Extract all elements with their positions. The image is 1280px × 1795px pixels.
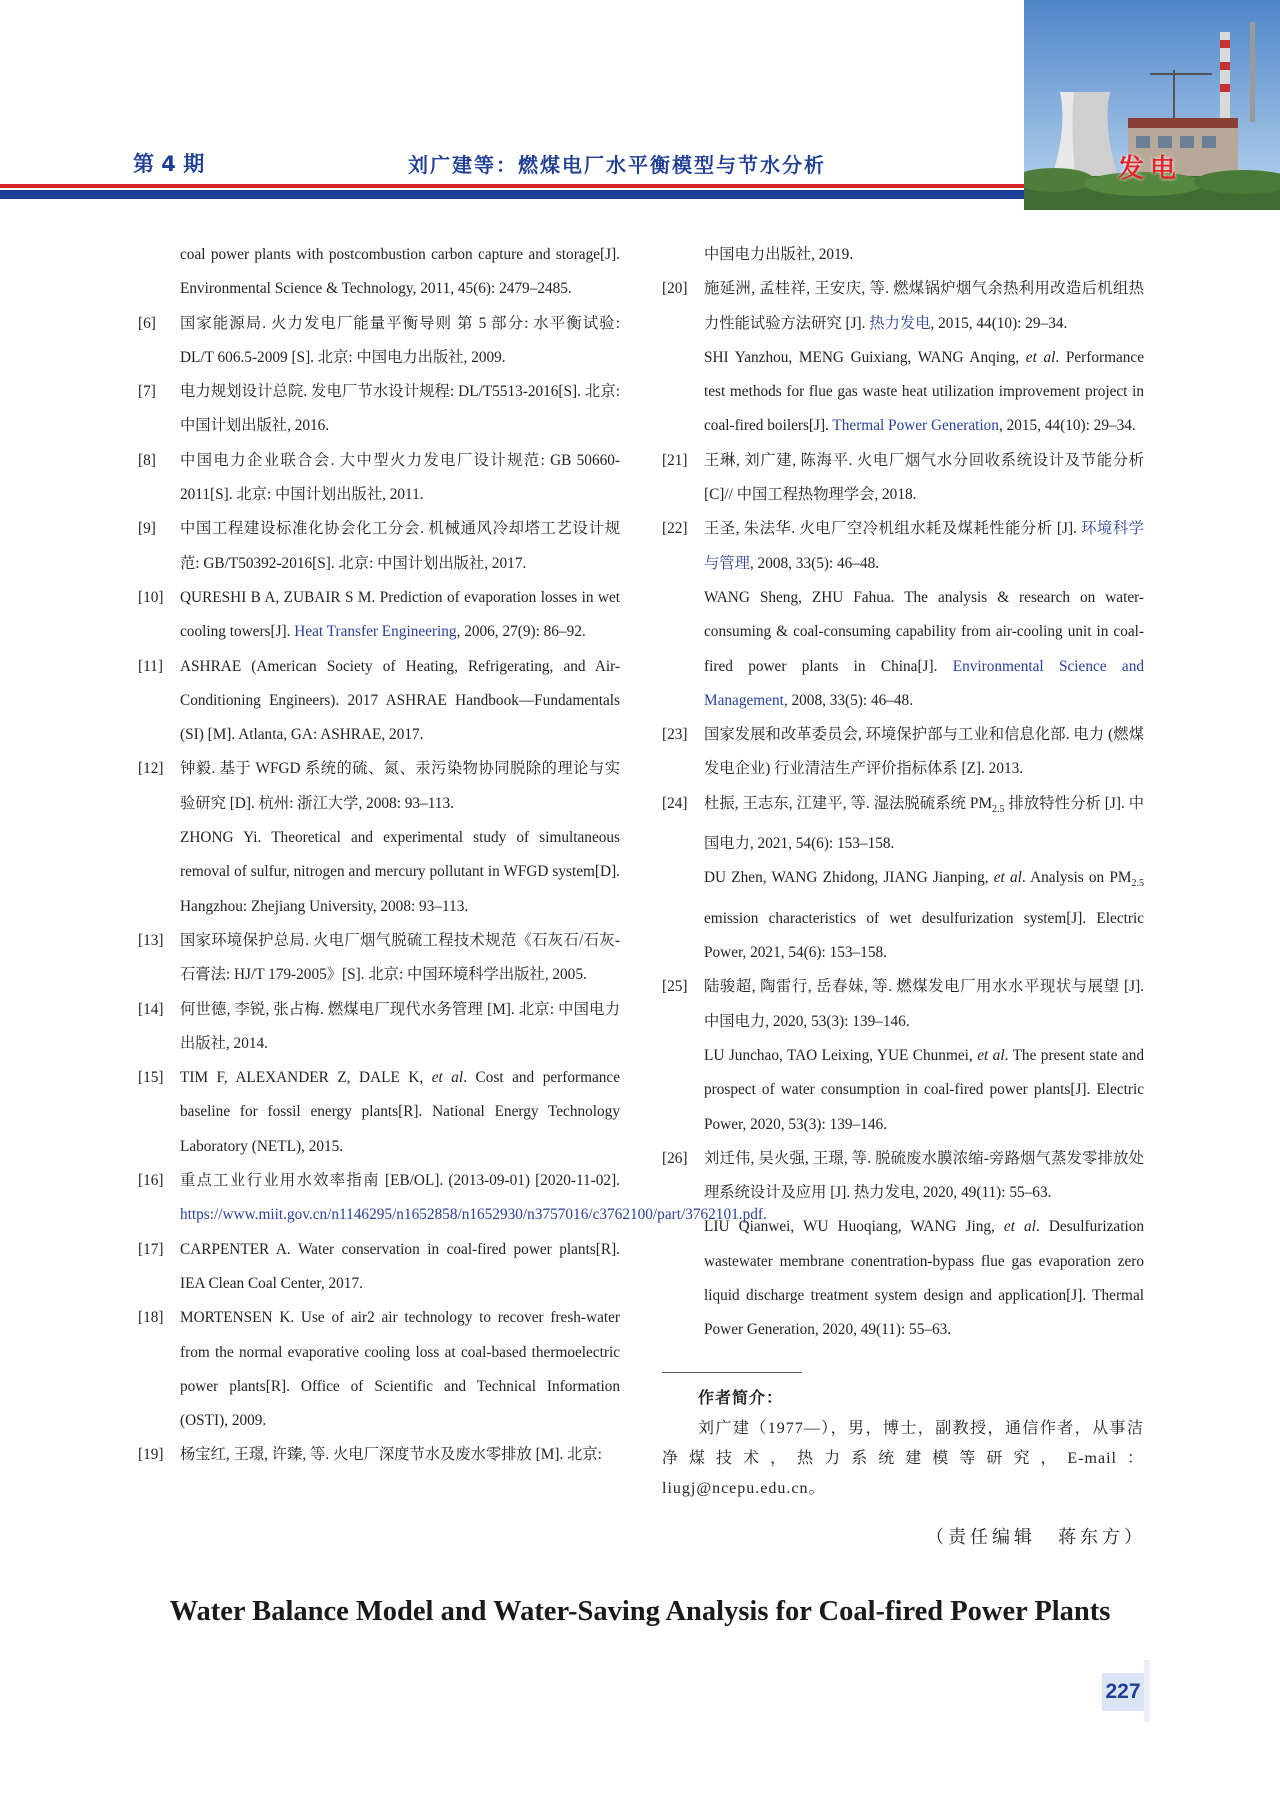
reference-text: 施延洲, 孟桂祥, 王安庆, 等. 燃煤锅炉烟气余热利用改造后机组热力性能试验方法研究 [J]. <box>704 280 1144 332</box>
reference-entry <box>138 581 620 650</box>
reference-text: et al <box>431 1069 464 1087</box>
running-title: 刘广建等：燃煤电厂水平衡模型与节水分析 <box>408 153 826 177</box>
reference-number: [24] <box>662 794 688 812</box>
reference-number: [14] <box>138 1000 164 1018</box>
reference-number: [10] <box>138 588 164 606</box>
reference-text: . Analysis on PM <box>1021 869 1132 887</box>
references-right-column <box>662 238 1144 1348</box>
reference-number: [7] <box>138 383 156 401</box>
header-blue-rule <box>0 190 1024 199</box>
reference-text: ASHRAE (American Society of Heating, Refrigerating, and Air-Conditioning Engineers). 2017 ASHRAE Handbook—Fundamentals (SI) [M]. Atlanta, GA: ASHRAE, 2017. <box>180 657 620 744</box>
reference-link[interactable]: 热力发电 <box>869 314 931 332</box>
english-title: Water Balance Model and Water-Saving Analysis for Coal-fired Power Plants <box>169 1596 1111 1627</box>
reference-text: 电力规划设计总院. 发电厂节水设计规程: DL/T5513-2016[S]. 北京: 中国计划出版社, 2016. <box>180 383 620 435</box>
reference-entry <box>662 787 1144 862</box>
reference-link[interactable]: Thermal Power Generation <box>832 417 999 435</box>
issue-label: 第 4 期 <box>133 152 205 176</box>
reference-text: . Performance test methods for flue gas waste heat utilization improvement project in coal-fired boilers[J]. <box>704 348 1144 435</box>
reference-entry <box>138 650 620 753</box>
reference-text: 杨宝红, 王璟, 许臻, 等. 火电厂深度节水及废水零排放 [M]. 北京: <box>180 1446 602 1464</box>
reference-link[interactable]: https://www.miit.gov.cn/n1146295/n1652858/n1652930/n3757016/c3762100/part/3762101.pdf. <box>180 1206 767 1224</box>
reference-text: CARPENTER A. Water conservation in coal-fired power plants[R]. IEA Clean Coal Center, 2017. <box>180 1240 620 1292</box>
reference-number: [22] <box>662 520 688 538</box>
reference-entry <box>662 444 1144 513</box>
reference-entry <box>138 924 620 993</box>
reference-text: , 2008, 33(5): 46–48. <box>783 691 914 709</box>
reference-link[interactable]: 环境科学与管理 <box>704 520 1144 572</box>
page-number: 227 <box>1102 1673 1144 1711</box>
reference-number: [12] <box>138 760 164 778</box>
reference-entry <box>138 1233 620 1302</box>
page-header <box>0 0 1280 210</box>
reference-text: SHI Yanzhou, MENG Guixiang, WANG Anqing, <box>704 348 1026 366</box>
reference-text: LU Junchao, TAO Leixing, YUE Chunmei, <box>704 1046 978 1064</box>
reference-entry <box>138 375 620 444</box>
reference-text: 陆骏超, 陶雷行, 岳春妹, 等. 燃煤发电厂用水水平现状与展望 [J]. 中国电力, 2020, 53(3): 139–146. <box>704 978 1144 1030</box>
reference-number: [11] <box>138 657 163 675</box>
reference-text: 国家发展和改革委员会, 环境保护部与工业和信息化部. 电力 (燃煤发电企业) 行业清洁生产评价指标体系 [Z]. 2013. <box>704 726 1144 778</box>
reference-text: 中国电力出版社, 2019. <box>704 246 854 263</box>
reference-entry <box>138 444 620 513</box>
reference-translation <box>662 1210 1144 1347</box>
reference-text: MORTENSEN K. Use of air2 air technology to recover fresh-water from the normal evaporative cooling loss at coal-based thermoelectric power plants[R]. Office of Scientific and Technical Information (OSTI), 2009. <box>180 1309 620 1430</box>
reference-translation <box>662 861 1144 970</box>
reference-text: , 2015, 44(10): 29–34. <box>998 417 1136 435</box>
reference-text: 排放特性分析 [J]. 中国电力, 2021, 54(6): 153–158. <box>704 794 1144 853</box>
reference-text: , 2008, 33(5): 46–48. <box>749 554 880 572</box>
reference-text: QURESHI B A, ZUBAIR S M. Prediction of evaporation losses in wet cooling towers[J]. <box>180 588 620 641</box>
reference-number: [20] <box>662 280 688 298</box>
section-tag: 发电 <box>1118 154 1183 184</box>
reference-text: , 2006, 27(9): 86–92. <box>456 623 586 641</box>
reference-text: , 2015, 44(10): 29–34. <box>930 314 1068 332</box>
reference-entry <box>662 238 1144 272</box>
reference-number: [17] <box>138 1240 164 1258</box>
reference-entry <box>662 272 1144 341</box>
header-red-rule <box>0 184 1024 188</box>
reference-text: emission characteristics of wet desulfurization system[J]. Electric Power, 2021, 54(6): 153–158. <box>704 909 1144 962</box>
reference-text: WANG Sheng, ZHU Fahua. The analysis & research on water-consuming & coal-consuming capability from air-cooling unit in coal-fired power plants in China[J]. <box>704 588 1144 675</box>
reference-text: 刘迁伟, 吴火强, 王璟, 等. 脱硫废水膜浓缩-旁路烟气蒸发零排放处理系统设计及应用 [J]. 热力发电, 2020, 49(11): 55–63. <box>704 1149 1144 1202</box>
author-heading: 作者简介： <box>698 1388 784 1407</box>
reference-number: [18] <box>138 1309 164 1327</box>
reference-translation <box>662 1039 1144 1142</box>
reference-entry <box>138 1164 767 1233</box>
reference-entry <box>662 1142 1144 1211</box>
reference-text: 钟毅. 基于 WFGD 系统的硫、氮、汞污染物协同脱除的理论与实验研究 [D]. 杭州: 浙江大学, 2008: 93–113. <box>180 760 620 812</box>
reference-entry <box>138 238 620 307</box>
reference-text: . Cost and performance baseline for fossil energy plants[R]. National Energy Technology Laboratory (NETL), 2015. <box>180 1069 620 1155</box>
reference-number: [13] <box>138 931 164 949</box>
reference-entry <box>138 1438 620 1472</box>
reference-number: [26] <box>662 1149 688 1167</box>
reference-text: TIM F, ALEXANDER Z, DALE K, <box>180 1069 432 1087</box>
reference-entry <box>138 1061 620 1164</box>
reference-text: 中国工程建设标准化协会化工分会. 机械通风冷却塔工艺设计规范: GB/T50392-2016[S]. 北京: 中国计划出版社, 2017. <box>180 520 620 572</box>
reference-text: LIU Qianwei, WU Huoqiang, WANG Jing, <box>704 1218 1004 1236</box>
reference-text: 中国电力企业联合会. 大中型火力发电厂设计规范: GB 50660-2011[S]. 北京: 中国计划出版社, 2011. <box>180 451 620 504</box>
page-number-accent <box>1144 1660 1150 1722</box>
reference-entry <box>138 1301 620 1438</box>
reference-text: . Desulfurization wastewater membrane conentration-bypass flue gas evaporation zero liquid discharge treatment system design and application[J]. Thermal Power Generation, 2020, 49(11): 55–63. <box>704 1218 1144 1339</box>
reference-number: [23] <box>662 726 688 744</box>
reference-entry <box>138 512 620 581</box>
reference-text: et al <box>1003 1218 1036 1236</box>
reference-translation <box>138 821 620 924</box>
reference-translation <box>662 581 1144 718</box>
reference-number: [16] <box>138 1172 164 1190</box>
reference-number: [21] <box>662 451 688 469</box>
reference-entry <box>138 752 620 821</box>
reference-entry <box>662 970 1144 1039</box>
reference-entry <box>138 993 620 1062</box>
reference-translation <box>662 341 1144 444</box>
reference-text: et al <box>993 869 1022 887</box>
reference-text: 王圣, 朱法华. 火电厂空冷机组水耗及煤耗性能分析 [J]. <box>704 520 1082 538</box>
reference-number: [6] <box>138 314 156 332</box>
reference-number: [15] <box>138 1069 164 1087</box>
reference-entry <box>138 307 620 376</box>
editor-credit: （责任编辑 蒋东方） <box>926 1527 1146 1548</box>
reference-text: 王琳, 刘广建, 陈海平. 火电厂烟气水分回收系统设计及节能分析 [C]// 中国工程热物理学会, 2018. <box>704 451 1144 504</box>
author-bio: 刘广建（1977—），男，博士，副教授，通信作者，从事洁净煤技术，热力系统建模等研究，E-mail：liugj@ncepu.edu.cn。 <box>662 1420 1144 1497</box>
reference-link[interactable]: Heat Transfer Engineering <box>294 623 457 641</box>
reference-text: DU Zhen, WANG Zhidong, JIANG Jianping, <box>704 869 994 887</box>
reference-entry <box>662 718 1144 787</box>
reference-text: et al <box>977 1046 1005 1064</box>
reference-link[interactable]: Environmental Science and Management <box>704 657 1144 709</box>
reference-text: . The present state and prospect of water consumption in coal-fired power plants[J]. Electric Power, 2020, 53(3): 139–146. <box>704 1046 1145 1133</box>
reference-entry <box>662 512 1144 581</box>
reference-text: 杜振, 王志东, 江建平, 等. 湿法脱硫系统 PM <box>704 794 993 812</box>
reference-text: ZHONG Yi. Theoretical and experimental study of simultaneous removal of sulfur, nitrogen and mercury pollutant in WFGD system[D]. Hangzhou: Zhejiang University, 2008: 93–113. <box>180 829 620 915</box>
reference-number: [9] <box>138 520 156 538</box>
reference-text: 2.5 <box>992 803 1005 815</box>
reference-text: 国家能源局. 火力发电厂能量平衡导则 第 5 部分: 水平衡试验: DL/T 606.5-2009 [S]. 北京: 中国电力出版社, 2009. <box>180 314 620 366</box>
reference-number: [25] <box>662 978 688 996</box>
reference-text: 何世德, 李锐, 张占梅. 燃煤电厂现代水务管理 [M]. 北京: 中国电力出版社, 2014. <box>180 1000 620 1052</box>
reference-number: [8] <box>138 451 156 469</box>
reference-text: 2.5 <box>1131 878 1144 890</box>
reference-text: 重点工业行业用水效率指南 [EB/OL]. (2013-09-01) [2020-11-02]. <box>180 1172 620 1190</box>
footnote-divider <box>662 1372 802 1373</box>
reference-text: 国家环境保护总局. 火电厂烟气脱硫工程技术规范《石灰石/石灰-石膏法: HJ/T 179-2005》[S]. 北京: 中国环境科学出版社, 2005. <box>180 931 620 984</box>
reference-text: coal power plants with postcombustion carbon capture and storage[J]. Environmental Science & Technology, 2011, 45(6): 2479–2485. <box>180 246 620 298</box>
reference-text: et al <box>1025 348 1056 366</box>
reference-number: [19] <box>138 1446 164 1464</box>
